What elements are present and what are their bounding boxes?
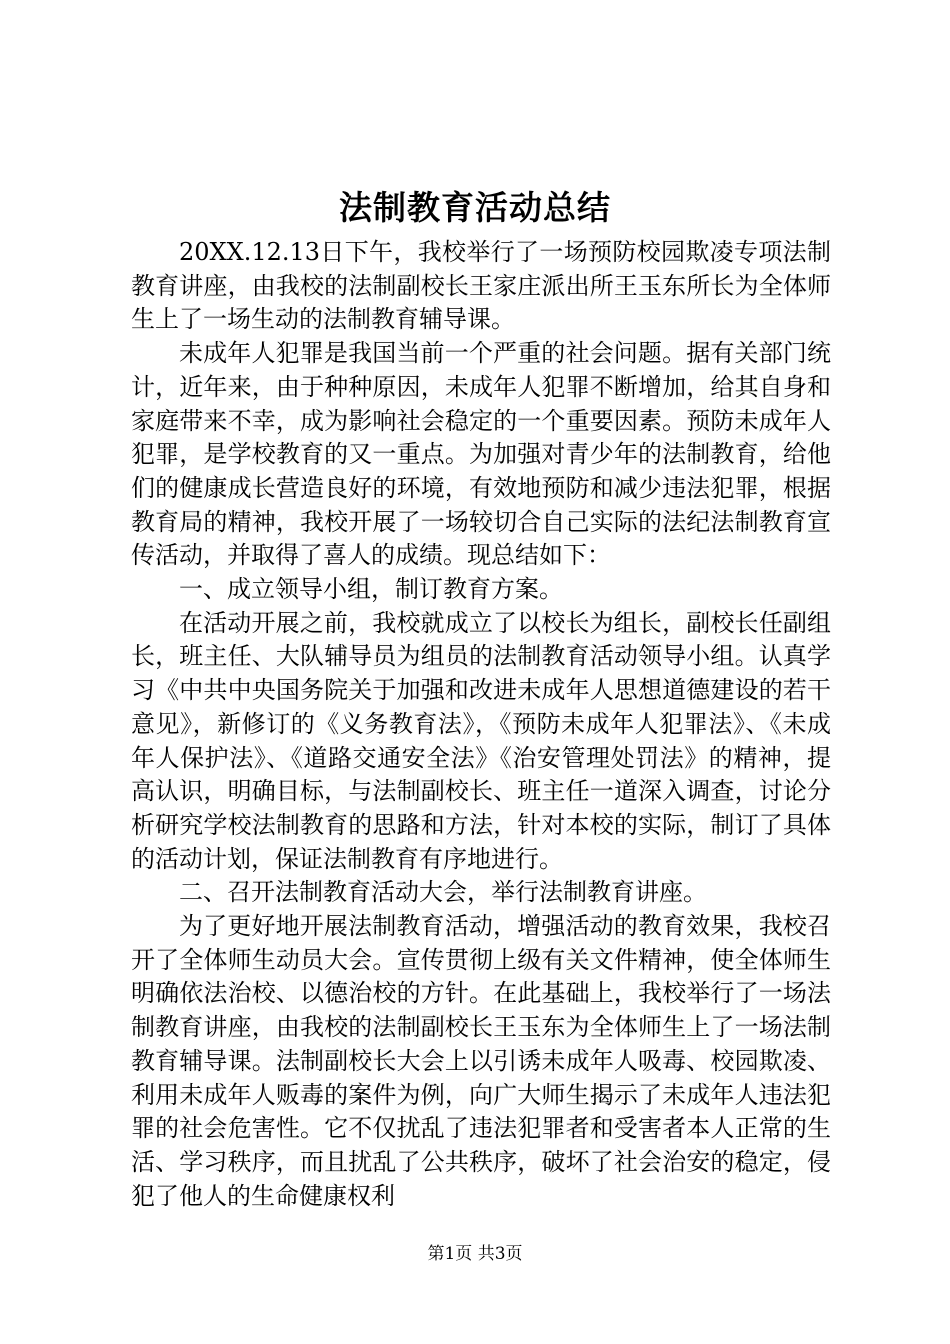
paragraph-section-1: 在活动开展之前，我校就成立了以校长为组长，副校长任副组长，班主任、大队辅导员为组员的法制教育活动领导小组。认真学习《中共中央国务院关于加强和改进未成年人思想道德建设的若干意见》，新修订的《义务教育法》，《预防未成年人犯罪法》、《未成年人保护法》、《道路交通安全法》《治安管理处罚法》的精神，提高认识，明确目标，与法制副校长、班主任一道深入调查，讨论分析研究学校法制教育的思路和方法，针对本校的实际，制订了具体的活动计划，保证法制教育有序地进行。 <box>131 608 831 873</box>
paragraph-section-2: 为了更好地开展法制教育活动，增强活动的教育效果，我校召开了全体师生动员大会。宣传贯彻上级有关文件精神，使全体师生明确依法治校、以德治校的方针。在此基础上，我校举行了一场法制教育讲座，由我校的法制副校长王玉东为全体师生上了一场法制教育辅导课。法制副校长大会上以引诱未成年人吸毒、校园欺凌、利用未成年人贩毒的案件为例，向广大师生揭示了未成年人违法犯罪的社会危害性。它不仅扰乱了违法犯罪者和受害者本人正常的生活、学习秩序，而且扰乱了公共秩序，破坏了社会治安的稳定，侵犯了他人的生命健康权利 <box>131 912 831 1210</box>
paragraph-background: 未成年人犯罪是我国当前一个严重的社会问题。据有关部门统计，近年来，由于种种原因，未成年人犯罪不断增加，给其自身和家庭带来不幸，成为影响社会稳定的一个重要因素。预防未成年人犯罪，是学校教育的又一重点。为加强对青少年的法制教育，给他们的健康成长营造良好的环境，有效地预防和减少违法犯罪，根据教育局的精神，我校开展了一场较切合自己实际的法纪法制教育宣传活动，并取得了喜人的成绩。现总结如下： <box>131 339 831 570</box>
document-title: 法制教育活动总结 <box>339 188 611 227</box>
document-body <box>131 236 831 1213</box>
section-heading-1: 一、成立领导小组，制订教育方案。 <box>179 575 563 604</box>
page-footer: 第1页 共3页 <box>427 1244 523 1264</box>
paragraph-intro: 20XX.12.13日下午，我校举行了一场预防校园欺凌专项法制教育讲座，由我校的法制副校长王家庄派出所王玉东所长为全体师生上了一场生动的法制教育辅导课。 <box>131 238 831 334</box>
section-heading-2: 二、召开法制教育活动大会，举行法制教育讲座。 <box>179 878 707 907</box>
